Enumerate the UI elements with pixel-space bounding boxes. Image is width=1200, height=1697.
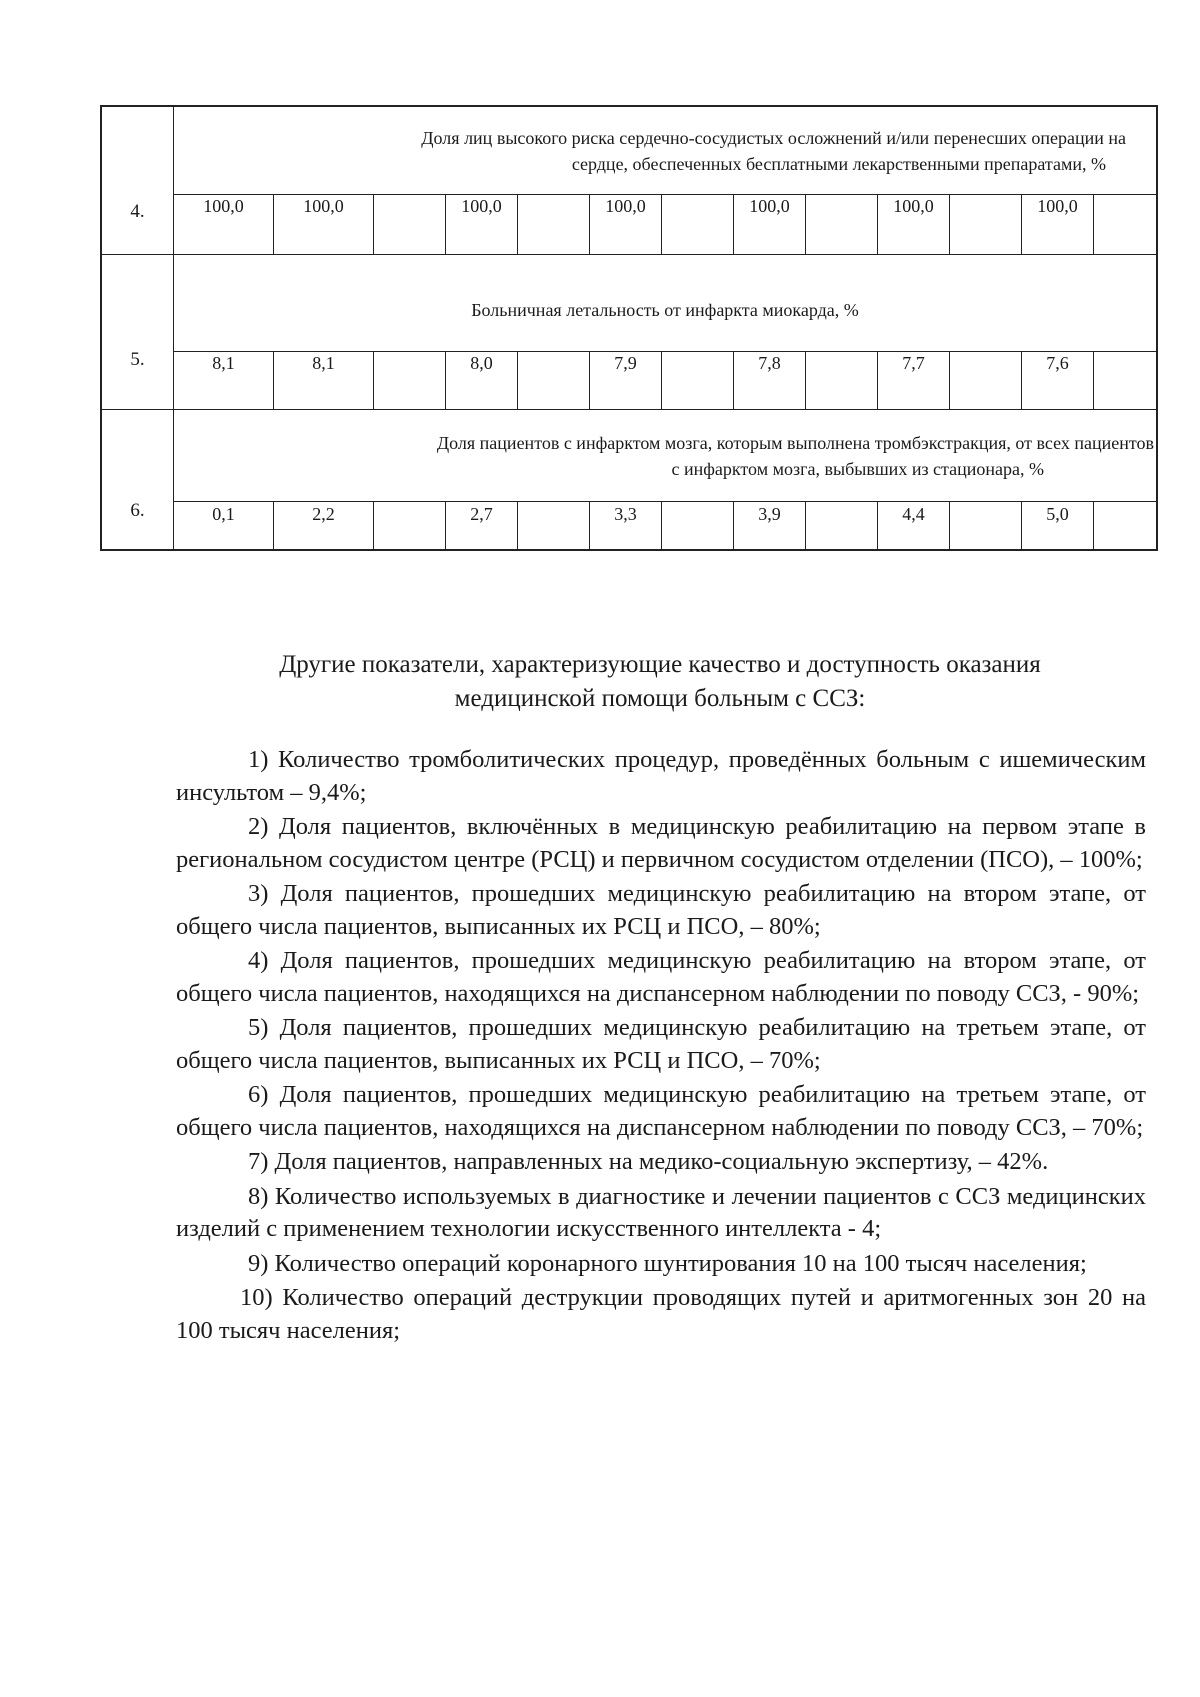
table-row (102, 410, 1156, 549)
value-cell (662, 351, 734, 409)
list-item: 10) Количество операций деструкции проводящих путей и аритмогенных зон 20 на 100 тысяч населения; (176, 1284, 1146, 1344)
value-cell: 2,7 (446, 502, 518, 549)
list-item: 4) Доля пациентов, прошедших медицинскую реабилитацию на втором этапе, от общего числа пациентов, находящихся на диспансерном наблюдении по поводу ССЗ, - 90%; (176, 947, 1146, 1007)
value-cell (518, 194, 590, 254)
row-number-cell (102, 410, 174, 549)
indicators-table (100, 105, 1158, 551)
value-cell (950, 194, 1022, 254)
row-values (174, 502, 1156, 549)
value-cell: 100,0 (274, 194, 374, 254)
row-values (174, 351, 1156, 409)
list-item: 9) Количество операций коронарного шунтирования 10 на 100 тысяч населения; (248, 1249, 1087, 1277)
section-heading (160, 648, 1160, 716)
list-item: 2) Доля пациентов, включённых в медицинскую реабилитацию на первом этапе в региональном сосудистом центре (РСЦ) и первичном сосудистом отделении (ПСО), – 100%; (176, 813, 1146, 873)
row-title-cell (174, 107, 1156, 195)
value-cell (1094, 502, 1156, 549)
row-number: 6. (130, 500, 145, 521)
value-cell (950, 351, 1022, 409)
value-cell: 8,1 (174, 351, 274, 409)
value-cell: 100,0 (734, 194, 806, 254)
value-cell: 4,4 (878, 502, 950, 549)
row-title-line: с инфарктом мозга, выбывших из стационара, % (671, 459, 1044, 479)
value-cell (374, 502, 446, 549)
value-cell (806, 351, 878, 409)
row-number-cell (102, 107, 174, 254)
list-item: 1) Количество тромболитических процедур, проведённых больным с ишемическим инсультом – 9,4%; (176, 746, 1146, 806)
value-cell: 100,0 (878, 194, 950, 254)
value-cell (1094, 194, 1156, 254)
list-item: 3) Доля пациентов, прошедших медицинскую реабилитацию на втором этапе, от общего числа пациентов, выписанных их РСЦ и ПСО, – 80%; (176, 880, 1146, 940)
value-cell (806, 194, 878, 254)
indicator-list (176, 744, 1146, 1349)
table-row (102, 255, 1156, 410)
row-values (174, 194, 1156, 254)
list-item: 8) Количество используемых в диагностике и лечении пациентов с ССЗ медицинских изделий с применением технологии искусственного интеллекта - 4; (176, 1182, 1146, 1242)
value-cell: 100,0 (446, 194, 518, 254)
value-cell: 0,1 (174, 502, 274, 549)
row-number: 5. (130, 349, 145, 370)
table-row (102, 107, 1156, 255)
row-title-line: Больничная летальность от инфаркта миокарда, % (471, 300, 859, 320)
row-number: 4. (130, 201, 145, 222)
value-cell: 7,8 (734, 351, 806, 409)
value-cell (1094, 351, 1156, 409)
value-cell: 3,9 (734, 502, 806, 549)
value-cell: 7,7 (878, 351, 950, 409)
value-cell: 100,0 (174, 194, 274, 254)
row-number-cell (102, 255, 174, 409)
value-cell (518, 351, 590, 409)
value-cell: 7,6 (1022, 351, 1094, 409)
row-title-line: сердце, обеспеченных бесплатными лекарственными препаратами, % (571, 154, 1106, 174)
value-cell (374, 351, 446, 409)
value-cell: 100,0 (1022, 194, 1094, 254)
row-title-cell (174, 410, 1156, 502)
row-title-line: Доля лиц высокого риска сердечно-сосудистых осложнений и/или перенесших операции на (421, 128, 1126, 148)
row-title-cell (174, 255, 1156, 352)
value-cell: 7,9 (590, 351, 662, 409)
value-cell (518, 502, 590, 549)
value-cell (662, 502, 734, 549)
value-cell: 100,0 (590, 194, 662, 254)
value-cell (950, 502, 1022, 549)
list-item: 6) Доля пациентов, прошедших медицинскую реабилитацию на третьем этапе, от общего числа пациентов, находящихся на диспансерном наблюдении по поводу ССЗ, – 70%; (176, 1081, 1146, 1141)
value-cell: 3,3 (590, 502, 662, 549)
heading-line: Другие показатели, характеризующие качество и доступность оказания (279, 651, 1041, 678)
list-item: 7) Доля пациентов, направленных на медико-социальную экспертизу, – 42%. (248, 1148, 1049, 1175)
value-cell: 2,2 (274, 502, 374, 549)
list-item: 5) Доля пациентов, прошедших медицинскую реабилитацию на третьем этапе, от общего числа пациентов, выписанных их РСЦ и ПСО, – 70%; (176, 1014, 1146, 1074)
value-cell: 8,0 (446, 351, 518, 409)
value-cell (662, 194, 734, 254)
value-cell: 8,1 (274, 351, 374, 409)
value-cell: 5,0 (1022, 502, 1094, 549)
value-cell (806, 502, 878, 549)
row-title-line: Доля пациентов с инфарктом мозга, которым выполнена тромбэкстракция, от всех пациентов (436, 433, 1154, 453)
heading-line: медицинской помощи больным с ССЗ: (454, 685, 866, 712)
value-cell (374, 194, 446, 254)
